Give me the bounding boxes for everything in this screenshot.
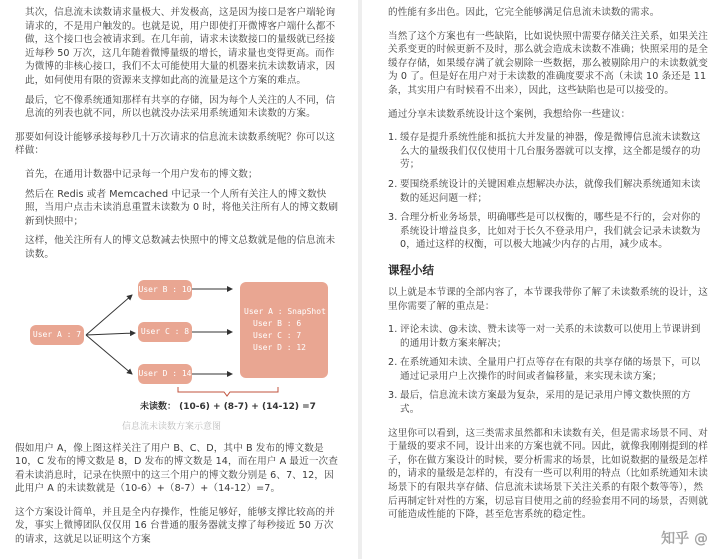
list-text: 要围绕系统设计的关键困难点想解决办法，就像我们解决系统通知未读数的延迟问题一样； xyxy=(400,178,701,204)
list-text: 评论未读、@未读、赞未读等一对一关系的未读数可以使用上节课讲到的通用计数方案来解决； xyxy=(400,324,701,349)
watermark: 知乎 @ xyxy=(661,530,708,547)
paragraph: 这样，他关注所有人的博文总数减去快照中的博文总数就是他的信息流未读数。 xyxy=(25,235,336,260)
snapshot-user-b: User B : 6 xyxy=(253,319,302,328)
summary-heading: 课程小结 xyxy=(388,262,434,277)
unread-formula: 未读数： (10-6) + (8-7) + (14-12) =7 xyxy=(140,401,316,412)
list-number: 1. xyxy=(388,132,398,144)
list-number: 3. xyxy=(388,390,398,402)
advice-item xyxy=(388,178,708,205)
paragraph: 以上就是本节课的全部内容了，本节课我带你了解了未读数系统的设计，这里你需要了解的重点是： xyxy=(388,286,708,312)
paragraph: 通过分享未读数系统设计这个案例，我想给你一些建议： xyxy=(388,108,631,120)
paragraph: 当然了这个方案也有一些缺陷，比如说快照中需要存储关注关系，如果关注关系变更的时候更新不及时，那么就会造成未读数不准确；快照采用的是全缓存存储，如果缓存满了就会剔除一些数据，那么被剔除用户的未读数就变为 0 了。但是好在用户对于未读数的准确度要求不高（未读 10 条还是 11 条，其实用户有时候看不出来），因此，这些缺陷也是可以接受的。 xyxy=(388,30,708,96)
user-b-box: User B : 10 xyxy=(138,280,192,300)
list-text: 在系统通知未读、全量用户打点等存在有限的共享存储的场景下，可以通过记录用户上次操作的时间或者偏移量，来实现未读方案； xyxy=(400,357,701,382)
paragraph: 这个方案设计简单，并且是全内存操作，性能足够好，能够支撑比较高的并发，事实上微博团队仅仅用 16 台普通的服务器就支撑了每秒接近 50 万次的请求，这就足以证明这个方案 xyxy=(15,506,335,546)
snapshot-user-c: User C : 7 xyxy=(253,331,302,340)
user-d-box: User D : 14 xyxy=(138,364,192,384)
paragraph: 那要如何设计能够承接每秒几十万次请求的信息流未读数系统呢？你可以这样做： xyxy=(15,131,335,157)
list-text: 合理分析业务场景，明确哪些是可以权衡的，哪些是不行的，会对你的系统设计增益良多，比如对于长久不登录用户，我们就会记录未读数为 0，通过这样的权衡，可以极大地减少内存的占用，减少成本。 xyxy=(400,212,701,251)
summary-item xyxy=(388,356,708,383)
diagram-caption: 信息流未读数方案示意图 xyxy=(122,421,222,432)
left-page xyxy=(0,0,358,559)
summary-item xyxy=(388,389,708,416)
paragraph: 最后，它不像系统通知那样有共享的存储，因为每个人关注的人不同，信息流的列表也就不同，所以也就没办法采用系统通知未读数的方案。 xyxy=(25,94,336,120)
user-c-box: User C : 8 xyxy=(138,322,192,342)
user-a-box: User A : 7 xyxy=(30,325,84,345)
snapshot-title: User A : SnapShot xyxy=(244,307,326,316)
summary-item xyxy=(388,323,708,350)
list-number: 1. xyxy=(388,324,398,336)
paragraph: 这里你可以看到，这三类需求虽然都和未读数有关，但是需求场景不同、对于量级的要求不同，设计出来的方案也就不同。因此，就像我刚刚提到的样子，你在做方案设计的时候，要分析需求的场景，比如说数据的量级是怎样的，请求的量级是怎样的，有没有一些可以利用的特点（比如系统通知未读场景下的有限共享存储、信息流未读场景下关注关系的有限个数等等），然后再制定针对性的方案，切忌盲目使用之前的经验套用不同的场景，否则就可能造成性能的下降，甚至危害系统的稳定性。 xyxy=(388,427,708,521)
unread-scheme-diagram xyxy=(0,268,358,436)
paragraph: 然后在 Redis 或者 Memcached 中记录一个人所有关注人的博文数快照，当用户点击未读消息重置未读数为 0 时，将他关注所有人的博文数刷新到快照中； xyxy=(25,188,339,227)
paragraph: 其次，信息流未读数请求量极大、并发极高，这是因为接口是客户端轮询请求的，不是用户触发的。也就是说，用户即使打开微博客户端什么都不做，这个接口也会被请求到。在几年前，请求未读数接口的量级就已经接近每秒 50 万次，这几年随着微博量级的增长，请求量也变得更高。而作为微博的非核心接口，我们不太可能使用大量的机器来抗未读数请求，因此，如何使用有限的资源来支撑如此高的流量是这个方案的难点。 xyxy=(25,7,336,86)
list-number: 3. xyxy=(388,212,398,224)
paragraph: 首先，在通用计数器中记录每一个用户发布的博文数； xyxy=(25,168,258,180)
list-text: 最后，信息流未读方案最为复杂，采用的是记录用户博文数快照的方式。 xyxy=(400,390,691,416)
right-page xyxy=(362,0,720,559)
advice-item xyxy=(388,131,708,172)
list-number: 2. xyxy=(388,357,398,369)
snapshot-user-d: User D : 12 xyxy=(253,343,306,352)
paragraph: 的性能有多出色。因此，它完全能够满足信息流未读数的需求。 xyxy=(388,7,660,18)
list-number: 2. xyxy=(388,178,398,190)
list-text: 缓存是提升系统性能和抵抗大并发量的神器，像是微博信息流未读数这么大的量级我们仅仅使用十几台服务器就可以支撑，这全都是缓存的功劳； xyxy=(400,132,701,171)
paragraph: 假如用户 A，像上图这样关注了用户 B、C、D，其中 B 发布的博文数是 10，C 发布的博文数是 8，D 发布的博文数是 14，而在用户 A 最近一次查看未读消息时，记录在快照中的这三个用户的博文数分别是 6、7、12，因此用户 A 的未读数就是（10-6）+（8-7）+（14-12）=7。 xyxy=(15,442,338,495)
snapshot-box xyxy=(240,282,328,378)
advice-item xyxy=(388,211,708,252)
